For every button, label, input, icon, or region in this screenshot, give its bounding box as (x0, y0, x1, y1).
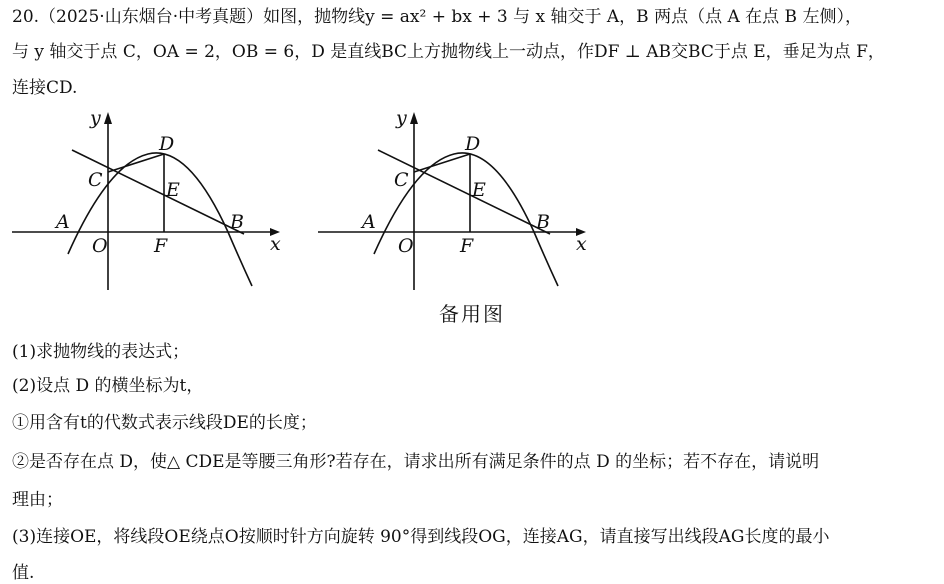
label-y: y (396, 107, 407, 129)
question-2-part-1: ①用含有t的代数式表示线段DE的长度； (12, 413, 317, 433)
question-2: (2)设点 D 的横坐标为t， (12, 376, 204, 396)
label-c: C (88, 169, 103, 191)
label-o: O (398, 235, 414, 257)
segment-cd (108, 154, 164, 172)
label-o: O (92, 235, 108, 257)
label-c: C (394, 169, 409, 191)
label-x: x (576, 233, 587, 255)
figure-caption: 备用图 (439, 302, 505, 326)
label-f: F (460, 235, 474, 257)
label-d: D (159, 133, 175, 155)
problem-line-3: 连接CD. (12, 78, 78, 98)
problem-line-2: 与 y 轴交于点 C，OA = 2，OB = 6，D 是直线BC上方抛物线上一动点，作DF ⊥ AB交BC于点 E，垂足为点 F， (12, 42, 885, 62)
parabola-figure (8, 104, 288, 294)
label-a: A (362, 211, 376, 233)
label-b: B (230, 211, 244, 233)
label-a: A (56, 211, 70, 233)
label-b: B (536, 211, 550, 233)
y-axis-arrow (104, 112, 112, 124)
label-f: F (154, 235, 168, 257)
question-2-part-2: ②是否存在点 D，使△ CDE是等腰三角形?若存在，请求出所有满足条件的点 D 的坐标；若不存在，请说明 (12, 452, 820, 472)
label-d: D (465, 133, 481, 155)
line-bc (72, 150, 244, 234)
parabola-figure-spare (314, 104, 594, 294)
question-2-part-2-cont: 理由； (12, 490, 63, 510)
question-3: (3)连接OE，将线段OE绕点O按顺时针方向旋转 90°得到线段OG，连接AG，请直接写出线段AG长度的最小 (12, 527, 830, 547)
question-1: (1)求抛物线的表达式； (12, 342, 190, 362)
label-x: x (270, 233, 281, 255)
label-e: E (472, 179, 486, 201)
question-3-cont: 值. (12, 563, 35, 583)
problem-line-1: 20.（2025·山东烟台·中考真题）如图，抛物线y = ax² + bx + 3 与 x 轴交于 A，B 两点（点 A 在点 B 左侧）， (12, 7, 862, 27)
label-y: y (90, 107, 101, 129)
label-e: E (166, 179, 180, 201)
